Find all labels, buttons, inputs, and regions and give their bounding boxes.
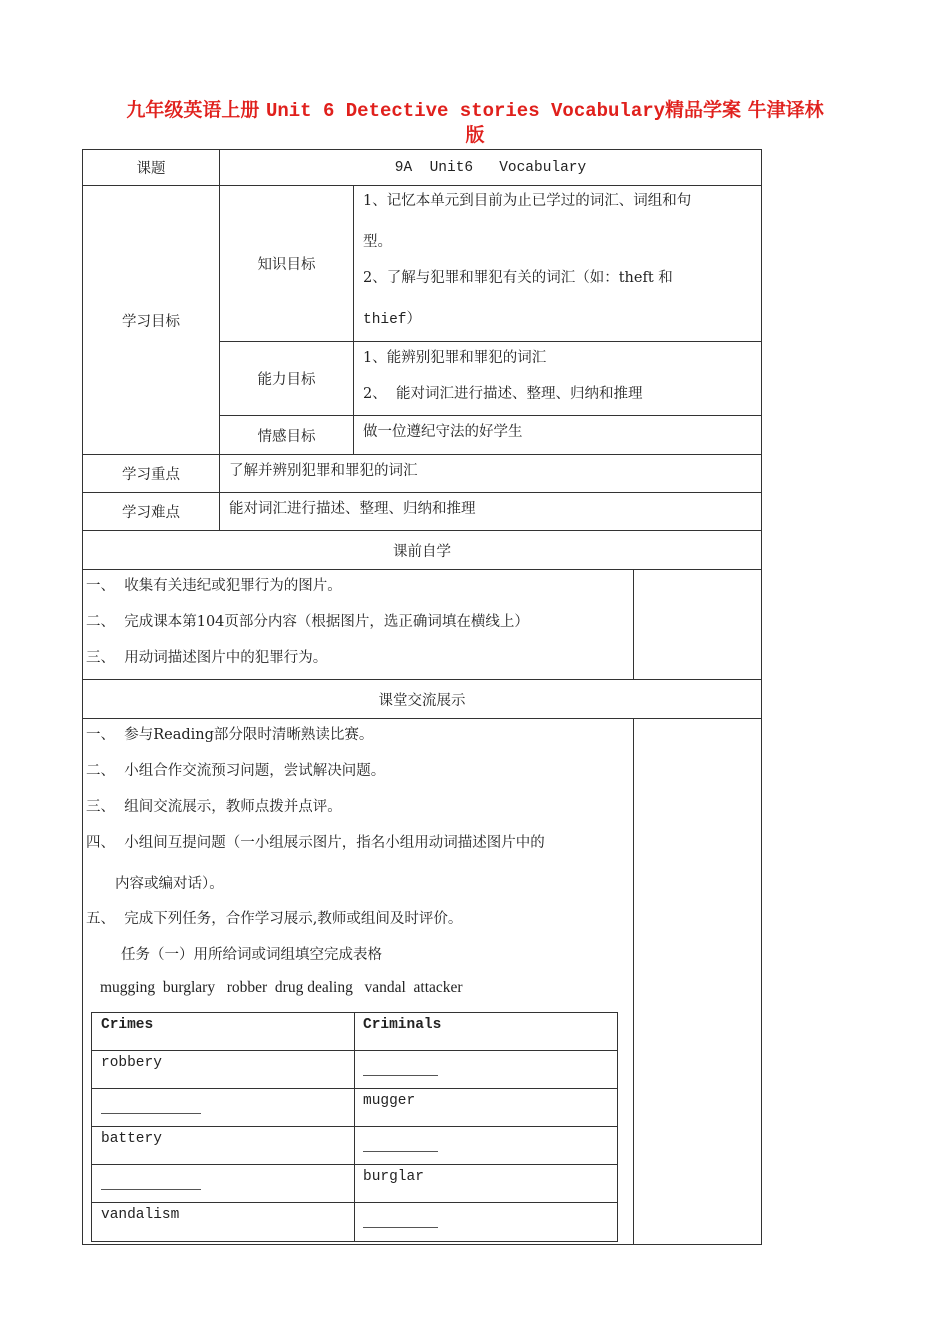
inclass-item-1: 一、 参与Reading部分限时清晰熟读比赛。 [86,727,374,743]
focus-content-cell [219,454,762,493]
emotion-content-cell [353,415,762,455]
inclass-content-cell [82,718,634,1245]
topic-label-cell: 课题 [82,149,220,186]
knowledge-line-1a: 1、记忆本单元到目前为止已学过的词汇、词组和句 [363,193,692,209]
criminal-cell: mugger [354,1088,618,1127]
emotion-label-cell: 情感目标 [219,415,354,455]
fill-blank[interactable] [101,1179,201,1190]
topic-value-cell: 9A Unit6 Vocabulary [219,149,762,186]
preclass-notes-cell [633,569,762,680]
preclass-header: 课前自学 [82,530,762,570]
inclass-item-4a: 四、 小组间互提问题（一小组展示图片，指名小组用动词描述图片中的 [86,835,545,851]
fill-blank[interactable] [363,1065,438,1076]
inclass-header: 课堂交流展示 [82,679,762,719]
knowledge-line-1b: 型。 [363,234,392,250]
crime-cell: vandalism [91,1202,355,1242]
knowledge-content-cell [353,185,762,342]
criminal-blank-cell[interactable] [354,1126,618,1165]
inclass-item-4b: 内容或编对话）。 [115,876,224,892]
knowledge-line-2b: thief） [363,312,422,328]
focus-label-cell: 学习重点 [82,454,220,493]
preclass-item-1: 一、 收集有关违纪或犯罪行为的图片。 [86,578,342,594]
goals-label-cell: 学习目标 [82,185,220,455]
crime-table-header-crimes: Crimes [91,1012,355,1051]
preclass-item-3: 三、 用动词描述图片中的犯罪行为。 [86,650,328,666]
preclass-content-cell [82,569,634,680]
page-title: 九年级英语上册 Unit 6 Detective stories Vocabulary精品学案 牛津译林 版 [126,99,824,146]
ability-line-2: 2、 能对词汇进行描述、整理、归纳和推理 [363,386,643,402]
crime-table-header-criminals: Criminals [354,1012,618,1051]
difficulty-content-cell [219,492,762,531]
preclass-item-2: 二、 完成课本第104页部分内容（根据图片，选正确词填在横线上） [86,614,529,630]
fill-blank[interactable] [101,1103,201,1114]
knowledge-line-2a: 2、了解与犯罪和罪犯有关的词汇（如：theft 和 [363,270,673,286]
inclass-item-2: 二、 小组合作交流预习问题，尝试解决问题。 [86,763,386,779]
word-bank: mugging burglary robber drug dealing vandal attacker [100,979,463,996]
difficulty-text: 能对词汇进行描述、整理、归纳和推理 [229,501,476,517]
crime-blank-cell[interactable] [91,1164,355,1203]
knowledge-label-cell: 知识目标 [219,185,354,342]
criminal-blank-cell[interactable] [354,1050,618,1089]
difficulty-label-cell: 学习难点 [82,492,220,531]
inclass-item-3: 三、 组间交流展示，教师点拨并点评。 [86,799,342,815]
ability-line-1: 1、能辨别犯罪和罪犯的词汇 [363,350,547,366]
ability-label-cell: 能力目标 [219,341,354,416]
ability-content-cell [353,341,762,416]
criminal-cell: burglar [354,1164,618,1203]
crime-blank-cell[interactable] [91,1088,355,1127]
fill-blank[interactable] [363,1141,438,1152]
task-1-instruction: 任务（一）用所给词或词组填空完成表格 [121,947,382,963]
fill-blank[interactable] [363,1217,438,1228]
inclass-notes-cell [633,718,762,1245]
inclass-item-5: 五、 完成下列任务，合作学习展示,教师或组间及时评价。 [86,911,463,927]
emotion-text: 做一位遵纪守法的好学生 [363,424,523,440]
crime-cell: battery [91,1126,355,1165]
criminal-blank-cell[interactable] [354,1202,618,1242]
crime-cell: robbery [91,1050,355,1089]
focus-text: 了解并辨别犯罪和罪犯的词汇 [229,463,418,479]
